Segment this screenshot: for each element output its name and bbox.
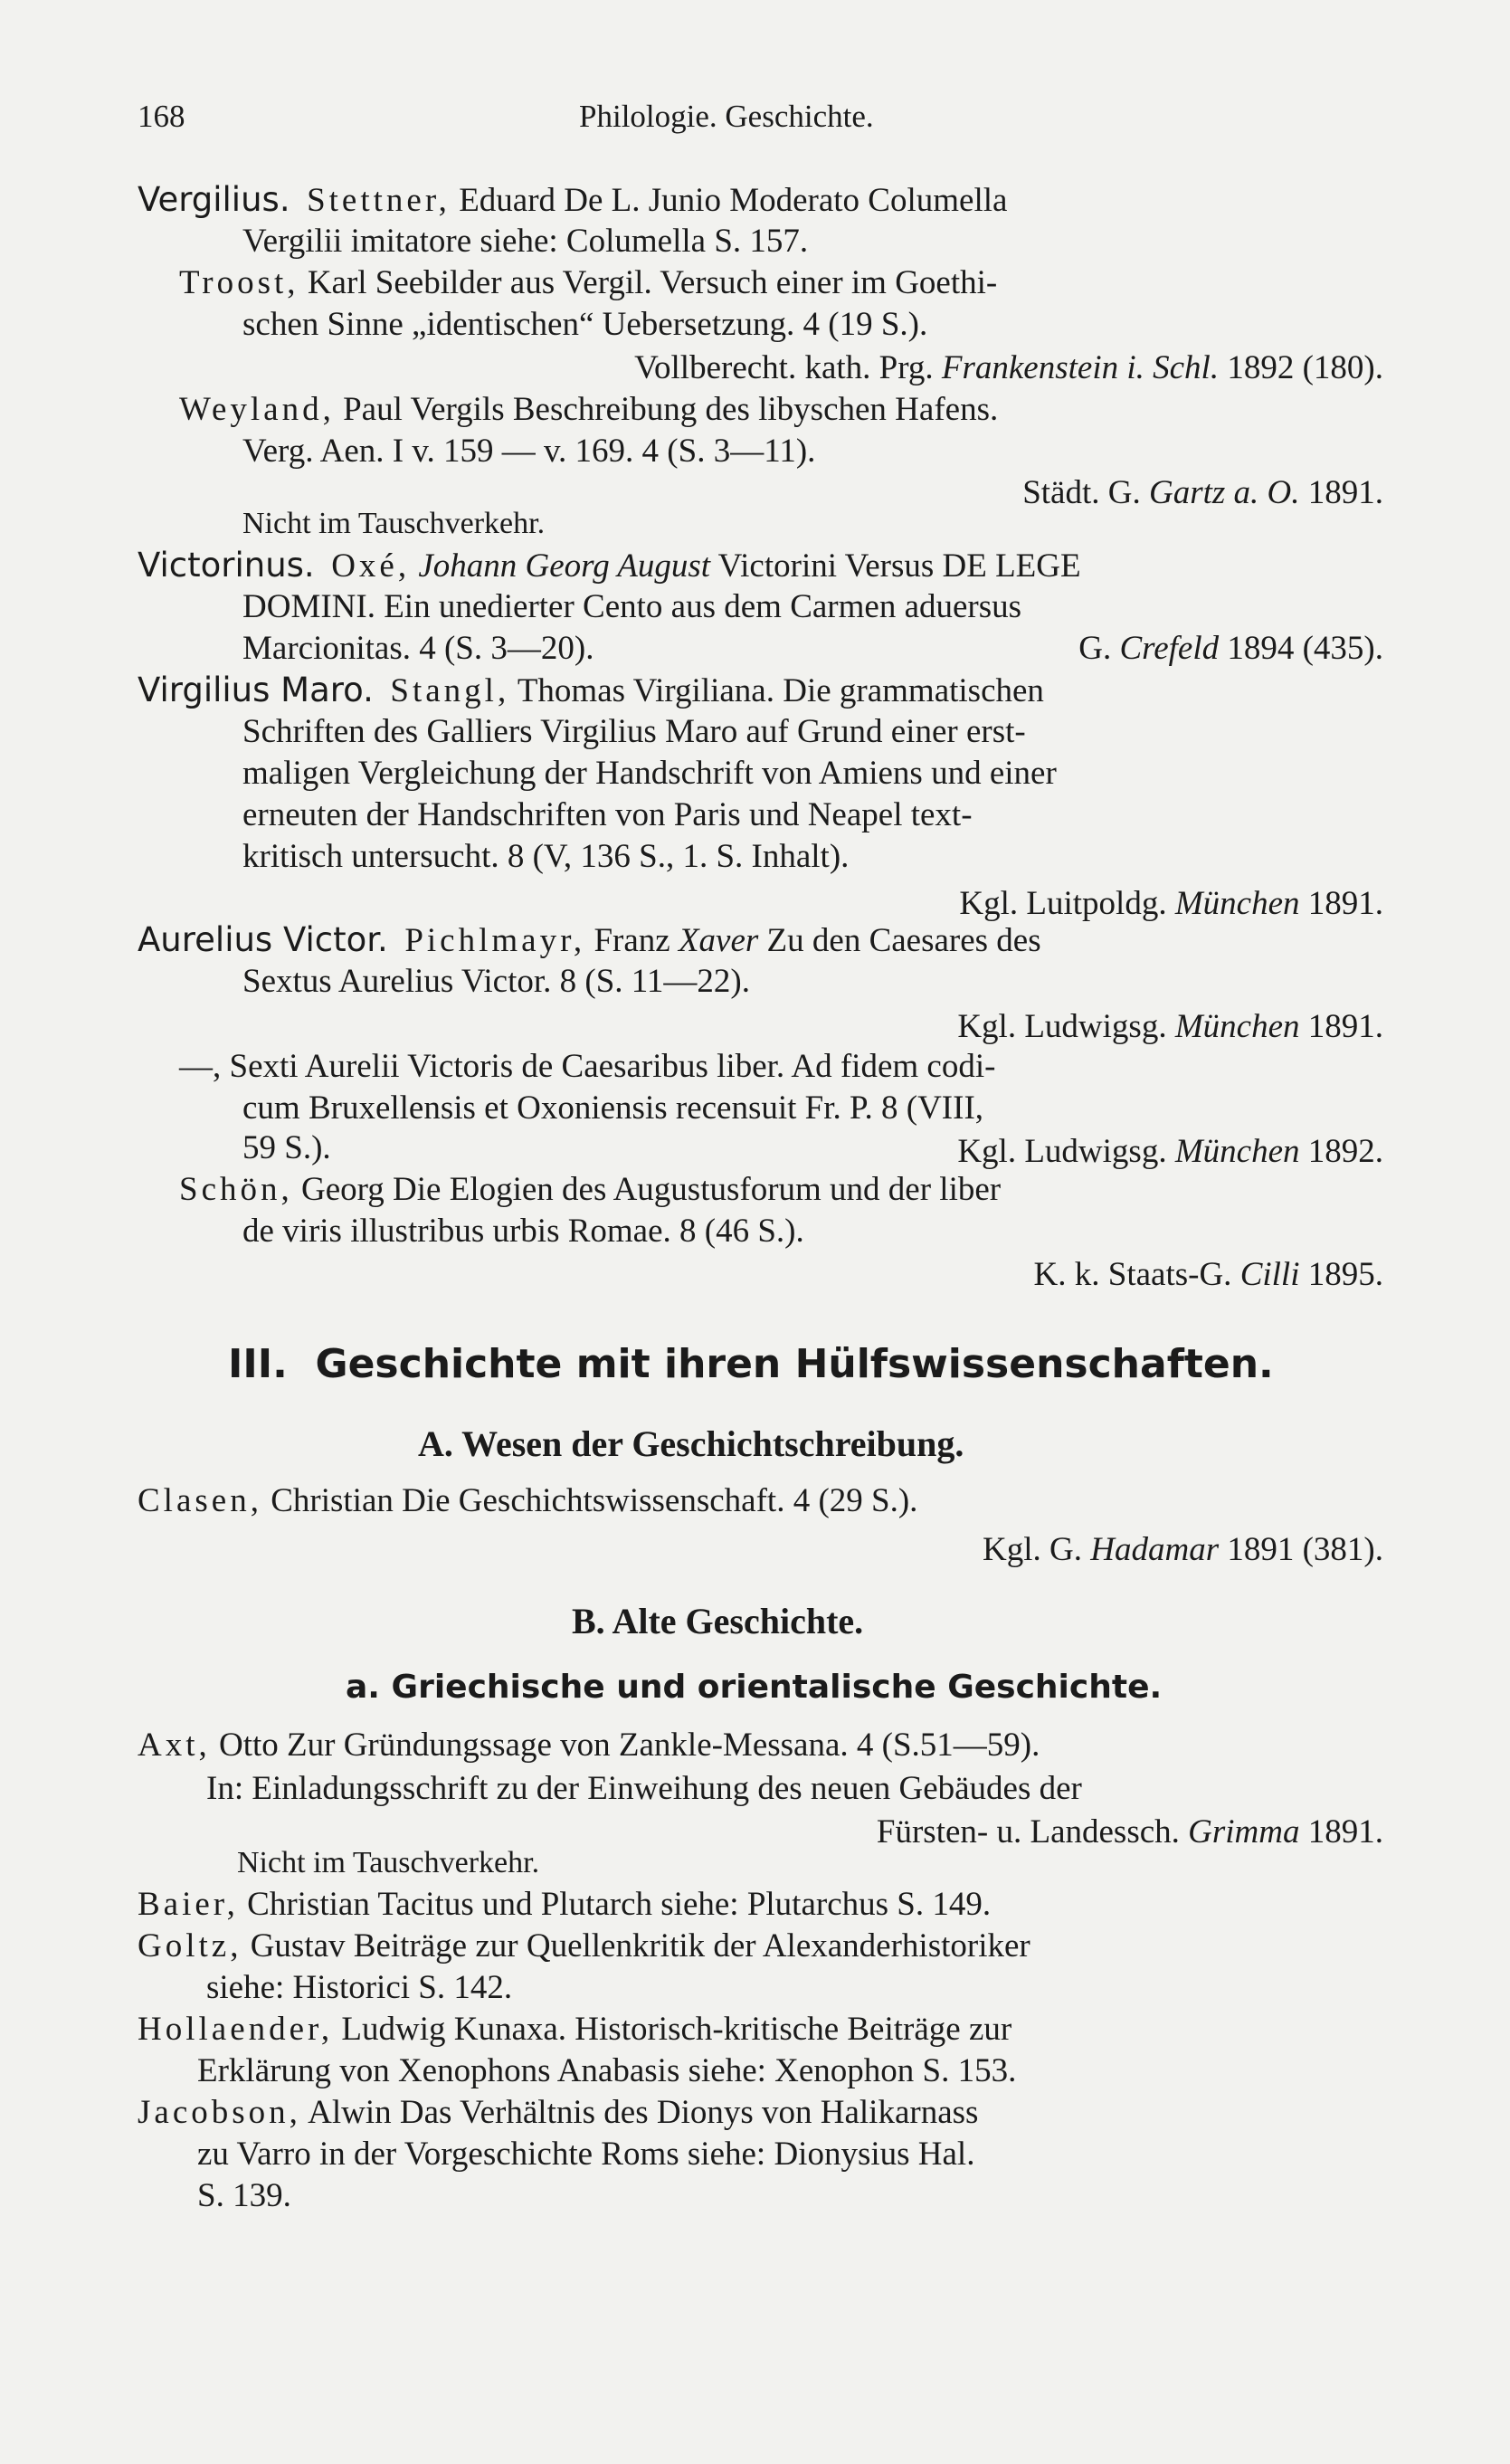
entry-line: Verg. Aen. I v. 159 — v. 169. 4 (S. 3—11). xyxy=(242,433,816,470)
author-name: Jacobson, xyxy=(138,2094,301,2131)
entry-text: Virgiliana. Die grammatischen xyxy=(632,672,1044,709)
section-title: Alte Geschichte. xyxy=(612,1601,864,1641)
section-title: Wesen der Geschichtschreibung. xyxy=(461,1423,964,1464)
place-name: München xyxy=(1174,1008,1300,1045)
author-name: Stettner, xyxy=(307,182,451,219)
author-first-name: Thomas xyxy=(517,672,626,709)
author-name: Troost, xyxy=(179,264,299,301)
school-name: Kgl. G. xyxy=(983,1531,1082,1568)
entry-line: schen Sinne „identischen“ Uebersetzung. 4 (19 S.). xyxy=(242,306,928,343)
running-title: Philologie. Geschichte. xyxy=(579,99,874,134)
publication-line xyxy=(634,347,1383,389)
entry-line: Sextus Aurelius Victor. 8 (S. 11—22). xyxy=(242,963,750,1000)
entry-line: maligen Vergleichung der Handschrift von Amiens und einer xyxy=(242,755,1057,792)
entry-axt xyxy=(138,1725,1040,1766)
year: 1891. xyxy=(1307,885,1383,922)
entry-text: Christian Die Geschichtswissenschaft. 4 (29 S.). xyxy=(271,1482,918,1519)
entry-line: DOMINI. Ein unedierter Cento aus dem Carmen aduersus xyxy=(242,588,1022,625)
entry-goltz xyxy=(138,1926,1030,1967)
exchange-note: Nicht im Tauschverkehr. xyxy=(242,507,546,540)
school-name: Kgl. Luitpoldg. xyxy=(959,885,1167,922)
year: 1892. xyxy=(1307,1133,1383,1170)
author-name: Baier, xyxy=(138,1886,239,1923)
entry-line: —, Sexti Aurelii Victoris de Caesaribus liber. Ad fidem codi- xyxy=(179,1048,996,1085)
entry-line: S. 139. xyxy=(197,2177,291,2214)
entry-text: Otto Zur Gründungssage von Zankle-Messana. 4 (S.51—59). xyxy=(219,1727,1040,1764)
entry-weyland xyxy=(179,389,998,431)
author-name: Pichlmayr, xyxy=(404,922,586,959)
school-name: Städt. G. xyxy=(1022,474,1141,511)
entry-troost xyxy=(179,262,997,304)
place-name: Gartz a. O. xyxy=(1148,474,1300,511)
section-heading-a xyxy=(418,1421,964,1468)
school-name: G. xyxy=(1078,630,1112,667)
entry-stettner xyxy=(138,179,1007,222)
entry-text: Christian Tacitus und Plutarch siehe: Plutarchus S. 149. xyxy=(247,1886,992,1923)
publication-line xyxy=(877,1812,1383,1853)
entry-line: siehe: Historici S. 142. xyxy=(206,1969,513,2006)
subject-heading: Virgilius Maro. xyxy=(138,671,374,709)
author-name: Stangl, xyxy=(390,672,510,709)
section-title: Geschichte mit ihren Hülfswissenschaften. xyxy=(315,1341,1274,1387)
place-name: Cilli xyxy=(1239,1256,1300,1293)
exchange-note: Nicht im Tauschverkehr. xyxy=(237,1846,540,1879)
entry-text: Karl Seebilder aus Vergil. Versuch einer im Goethi- xyxy=(307,264,998,301)
entry-schoen xyxy=(179,1169,1001,1211)
place-name: Grimma xyxy=(1188,1813,1300,1850)
entry-line: Vergilii imitatore siehe: Columella S. 157. xyxy=(242,223,809,260)
entry-line: 59 S.). xyxy=(242,1129,331,1166)
entry-text: Ludwig Kunaxa. Historisch-kritische Beiträge zur xyxy=(341,2011,1012,2048)
author-first-name: Franz xyxy=(594,922,670,959)
publication-line xyxy=(1034,1254,1383,1296)
place-name: Hadamar xyxy=(1090,1531,1220,1568)
entry-text: Alwin Das Verhältnis des Dionys von Halikarnass xyxy=(308,2094,979,2131)
year: 1892 (180). xyxy=(1227,349,1383,386)
school-name: Kgl. Ludwigsg. xyxy=(957,1133,1167,1170)
entry-line: Erklärung von Xenophons Anabasis siehe: Xenophon S. 153. xyxy=(197,2052,1017,2089)
publication-line xyxy=(957,1131,1383,1173)
publication-line xyxy=(1022,472,1383,514)
place-name: München xyxy=(1174,885,1300,922)
entry-pichlmayr xyxy=(138,919,1041,962)
entry-victorinus xyxy=(138,545,1081,587)
school-name: Vollberecht. kath. Prg. xyxy=(634,349,934,386)
subject-heading: Aurelius Victor. xyxy=(138,920,388,959)
entry-jacobson xyxy=(138,2092,978,2134)
place-name: München xyxy=(1174,1133,1300,1170)
year: 1891. xyxy=(1307,474,1383,511)
year: 1891 (381). xyxy=(1227,1531,1383,1568)
subsection-heading-a xyxy=(346,1667,1162,1708)
publication-line xyxy=(1078,628,1383,670)
entry-text: Victorini Versus DE LEGE xyxy=(717,547,1081,585)
page-number: 168 xyxy=(138,99,185,134)
entry-line: Marcionitas. 4 (S. 3—20). xyxy=(242,630,594,667)
entry-baier xyxy=(138,1884,991,1926)
entry-stangl xyxy=(138,670,1044,712)
entry-clasen xyxy=(138,1480,917,1522)
author-middle-name: Xaver xyxy=(678,922,759,959)
section-title: Griechische und orientalische Geschichte. xyxy=(391,1669,1163,1706)
entry-line: kritisch untersucht. 8 (V, 136 S., 1. S. Inhalt). xyxy=(242,838,850,875)
entry-text: Gustav Beiträge zur Quellenkritik der Alexanderhistoriker xyxy=(250,1927,1030,1965)
publication-line xyxy=(957,1006,1383,1048)
section-letter: A. xyxy=(418,1423,453,1464)
author-name: Axt, xyxy=(138,1727,211,1764)
section-number: III. xyxy=(228,1341,288,1387)
school-name: K. k. Staats-G. xyxy=(1033,1256,1232,1293)
year: 1891. xyxy=(1307,1813,1383,1850)
entry-text: Eduard De L. Junio Moderato Columella xyxy=(459,182,1008,219)
section-letter: B. xyxy=(572,1601,605,1641)
school-name: Fürsten- u. Landessch. xyxy=(876,1813,1180,1850)
subject-heading: Vergilius. xyxy=(138,180,290,219)
entry-line: de viris illustribus urbis Romae. 8 (46 S.). xyxy=(242,1213,804,1250)
author-name: Oxé, xyxy=(331,547,411,585)
author-name: Hollaender, xyxy=(138,2011,334,2048)
section-heading-b xyxy=(572,1598,863,1645)
year: 1894 (435). xyxy=(1227,630,1383,667)
entry-line: zu Varro in der Vorgeschichte Roms siehe: Dionysius Hal. xyxy=(197,2136,975,2173)
entry-text: Georg Die Elogien des Augustusforum und der liber xyxy=(301,1171,1002,1208)
place-name: Crefeld xyxy=(1119,630,1220,667)
entry-hollaender xyxy=(138,2009,1011,2050)
year: 1895. xyxy=(1307,1256,1383,1293)
year: 1891. xyxy=(1307,1008,1383,1045)
entry-line: In: Einladungsschrift zu der Einweihung des neuen Gebäudes der xyxy=(206,1770,1082,1807)
author-first-name: Johann Georg August xyxy=(418,547,711,585)
school-name: Kgl. Ludwigsg. xyxy=(957,1008,1167,1045)
author-name: Weyland, xyxy=(179,391,335,428)
author-name: Clasen, xyxy=(138,1482,262,1519)
entry-text: Paul Vergils Beschreibung des libyschen Hafens. xyxy=(343,391,999,428)
section-letter: a. xyxy=(346,1669,380,1706)
entry-line: erneuten der Handschriften von Paris und Neapel text- xyxy=(242,796,973,833)
entry-text: Zu den Caesares des xyxy=(766,922,1041,959)
entry-line: cum Bruxellensis et Oxoniensis recensuit Fr. P. 8 (VIII, xyxy=(242,1089,984,1127)
author-name: Schön, xyxy=(179,1171,293,1208)
section-heading-iii xyxy=(228,1339,1274,1390)
subject-heading: Victorinus. xyxy=(138,546,315,585)
entry-line: Schriften des Galliers Virgilius Maro auf Grund einer erst- xyxy=(242,713,1026,750)
place-name: Frankenstein i. Schl. xyxy=(941,349,1220,386)
author-name: Goltz, xyxy=(138,1927,242,1965)
publication-line xyxy=(983,1529,1383,1571)
